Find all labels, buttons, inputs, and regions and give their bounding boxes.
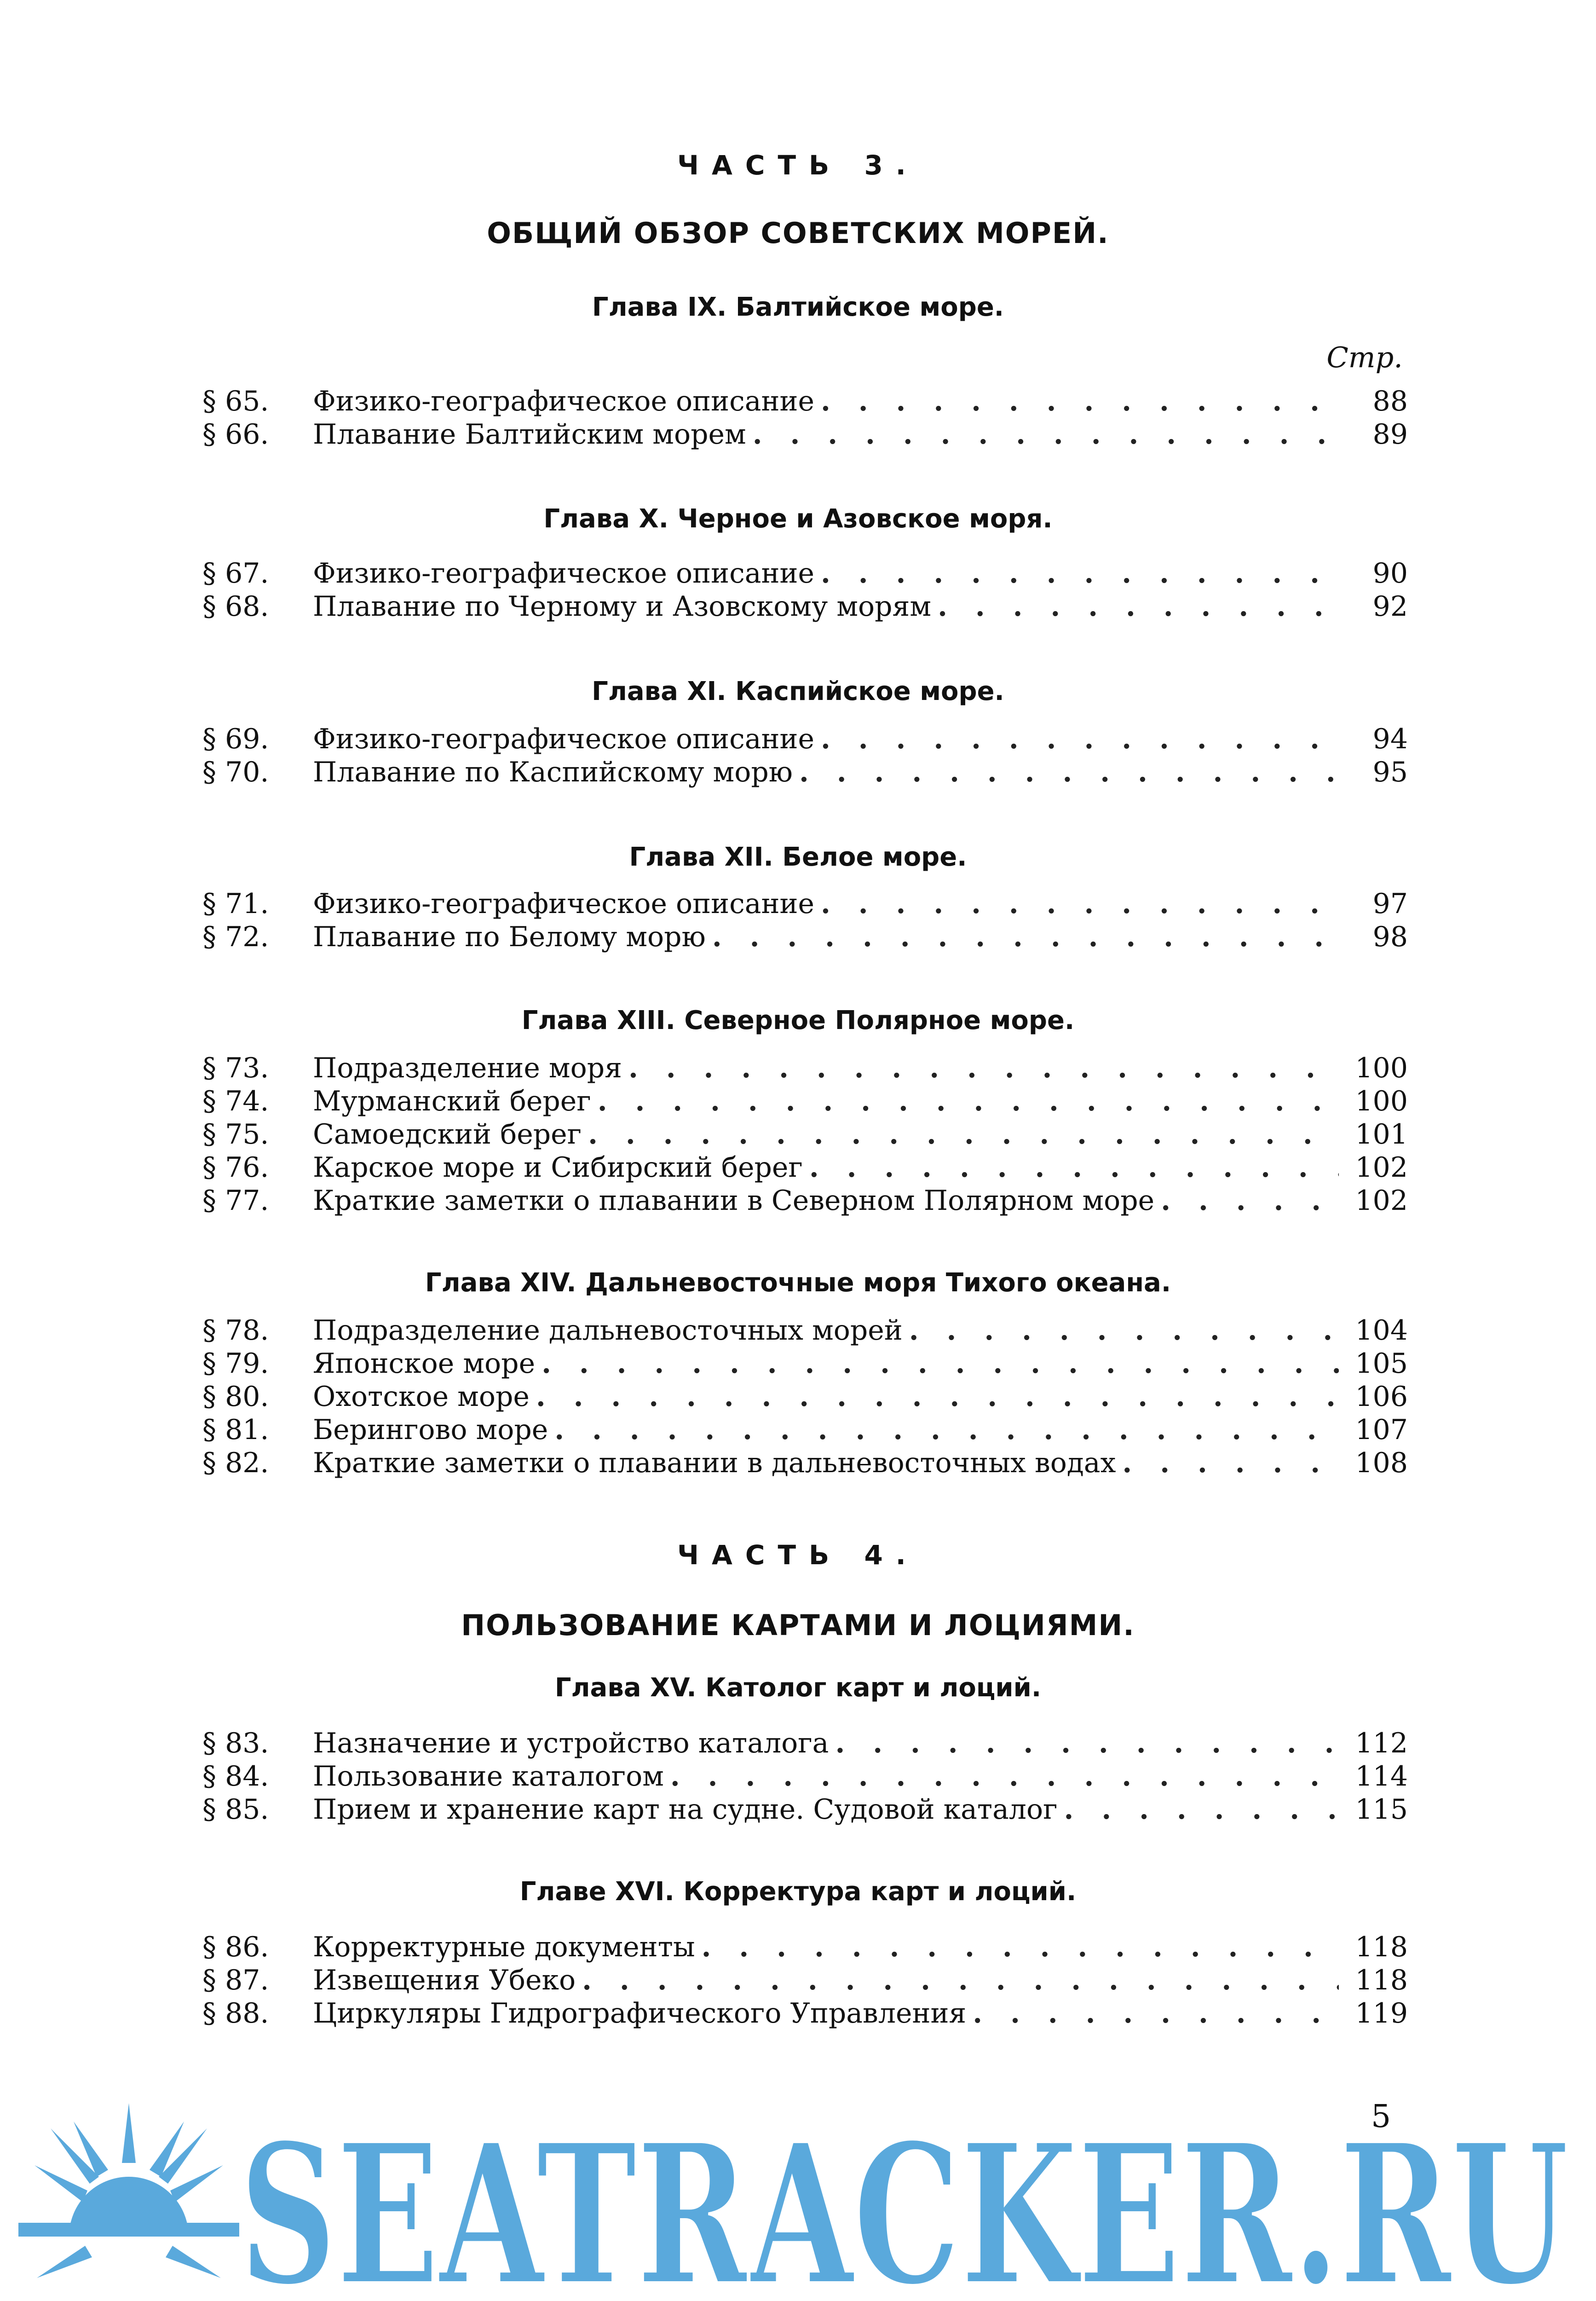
toc-entry bbox=[202, 1760, 1408, 1793]
dot-leader bbox=[799, 756, 1339, 789]
page-ref: 98 bbox=[1372, 921, 1408, 953]
section-number: § 88. bbox=[202, 1997, 269, 2029]
section-number: § 66. bbox=[202, 418, 269, 451]
toc-entry bbox=[202, 1052, 1408, 1085]
chapter-heading: Глава XV. Католог карт и лоций. bbox=[554, 1673, 1042, 1703]
toc-list bbox=[202, 557, 1408, 623]
page-ref: 102 bbox=[1355, 1151, 1408, 1184]
section-title: Физико-географическое описание bbox=[313, 557, 814, 590]
section-title: Назначение и устройство каталога bbox=[313, 1727, 829, 1759]
chapter-heading: Глава XI. Каспийское море. bbox=[592, 676, 1004, 706]
dot-leader bbox=[938, 590, 1339, 623]
page-ref: 104 bbox=[1355, 1314, 1408, 1347]
section-title: Пользование каталогом bbox=[313, 1760, 664, 1792]
chapter-heading: Глава XIV. Дальневосточные моря Тихого океана. bbox=[425, 1268, 1171, 1298]
dot-leader bbox=[1122, 1446, 1339, 1480]
sun-logo-icon bbox=[9, 2085, 248, 2301]
toc-entry bbox=[202, 1931, 1408, 1964]
section-title: Извещения Убеко bbox=[313, 1964, 576, 1996]
section-title: Карское море и Сибирский берег bbox=[313, 1151, 803, 1184]
toc-entry bbox=[202, 1347, 1408, 1380]
page-ref: 94 bbox=[1372, 723, 1408, 755]
dot-leader bbox=[598, 1085, 1339, 1118]
toc-entry bbox=[202, 1964, 1408, 1997]
section-number: § 70. bbox=[202, 756, 269, 788]
page-ref: 118 bbox=[1355, 1931, 1408, 1963]
section-number: § 71. bbox=[202, 888, 269, 920]
toc-list bbox=[202, 1931, 1408, 2030]
dot-leader bbox=[821, 887, 1339, 920]
section-title: Мурманский берег bbox=[313, 1085, 591, 1117]
dot-leader bbox=[628, 1052, 1339, 1085]
dot-leader bbox=[536, 1380, 1339, 1413]
part-4-title: ЧАСТЬ 4. bbox=[677, 1539, 919, 1571]
toc-entry bbox=[202, 1793, 1408, 1826]
dot-leader bbox=[670, 1760, 1339, 1793]
section-title: Физико-географическое описание bbox=[313, 888, 814, 920]
toc-entry bbox=[202, 1380, 1408, 1413]
section-number: § 77. bbox=[202, 1185, 269, 1217]
page-ref: 89 bbox=[1372, 418, 1408, 451]
page-ref: 118 bbox=[1355, 1964, 1408, 1996]
section-title: Охотское море bbox=[313, 1381, 530, 1413]
page-number: 5 bbox=[1371, 2099, 1391, 2135]
dot-leader bbox=[542, 1347, 1339, 1380]
dot-leader bbox=[809, 1151, 1339, 1184]
section-number: § 76. bbox=[202, 1151, 269, 1184]
sun-disc bbox=[69, 2177, 189, 2237]
section-title: Физико-географическое описание bbox=[313, 723, 814, 755]
page-ref: 88 bbox=[1372, 385, 1408, 417]
part-4-subtitle: ПОЛЬЗОВАНИЕ КАРТАМИ И ЛОЦИЯМИ. bbox=[461, 1608, 1135, 1642]
section-title: Физико-географическое описание bbox=[313, 385, 814, 417]
section-title: Японское море bbox=[313, 1347, 536, 1380]
section-number: § 65. bbox=[202, 385, 269, 417]
dot-leader bbox=[1161, 1184, 1339, 1217]
section-title: Плавание по Черному и Азовскому морям bbox=[313, 590, 932, 623]
page-ref: 107 bbox=[1355, 1414, 1408, 1446]
dot-leader bbox=[909, 1314, 1339, 1347]
section-number: § 84. bbox=[202, 1760, 269, 1792]
toc-list bbox=[202, 887, 1408, 954]
section-number: § 73. bbox=[202, 1052, 269, 1084]
toc-entry bbox=[202, 1184, 1408, 1217]
toc-entry bbox=[202, 1727, 1408, 1760]
toc-list bbox=[202, 1314, 1408, 1480]
toc-entry bbox=[202, 557, 1408, 590]
page-ref: 101 bbox=[1355, 1118, 1408, 1150]
page-ref: 114 bbox=[1355, 1760, 1408, 1792]
toc-entry bbox=[202, 590, 1408, 623]
section-number: § 79. bbox=[202, 1347, 269, 1380]
section-title: Берингово море bbox=[313, 1414, 548, 1446]
section-number: § 80. bbox=[202, 1381, 269, 1413]
dot-leader bbox=[973, 1997, 1339, 2030]
chapter-heading: Главе XVI. Корректура карт и лоций. bbox=[519, 1877, 1077, 1907]
section-number: § 72. bbox=[202, 921, 269, 953]
section-number: § 69. bbox=[202, 723, 269, 755]
page-ref: 97 bbox=[1372, 888, 1408, 920]
dot-leader bbox=[588, 1118, 1339, 1151]
toc-entry bbox=[202, 1446, 1408, 1480]
page-ref: 90 bbox=[1372, 557, 1408, 590]
toc-entry bbox=[202, 385, 1408, 418]
part-3-title: ЧАСТЬ 3. bbox=[677, 150, 919, 181]
section-number: § 78. bbox=[202, 1314, 269, 1347]
watermark-logo bbox=[239, 2108, 1573, 2301]
toc-entry bbox=[202, 1118, 1408, 1151]
section-number: § 82. bbox=[202, 1447, 269, 1479]
chapter-heading: Глава XII. Белое море. bbox=[629, 842, 967, 872]
section-number: § 85. bbox=[202, 1793, 269, 1826]
section-number: § 75. bbox=[202, 1118, 269, 1150]
dot-leader bbox=[1064, 1793, 1339, 1826]
page-ref: 119 bbox=[1355, 1997, 1408, 2029]
toc-entry bbox=[202, 887, 1408, 920]
section-title: Краткие заметки о плавании в дальневосточных водах bbox=[313, 1447, 1116, 1479]
section-title: Плавание по Каспийскому морю bbox=[313, 756, 793, 788]
page-ref: 100 bbox=[1355, 1052, 1408, 1084]
toc-entry bbox=[202, 1085, 1408, 1118]
dot-leader bbox=[554, 1413, 1339, 1446]
chapter-heading: Глава XIII. Северное Полярное море. bbox=[521, 1006, 1075, 1035]
page-ref: 95 bbox=[1372, 756, 1408, 788]
dot-leader bbox=[821, 557, 1339, 590]
toc-list bbox=[202, 1727, 1408, 1826]
dot-leader bbox=[835, 1727, 1339, 1760]
section-number: § 87. bbox=[202, 1964, 269, 1996]
watermark-text: SEATRACKER.RU bbox=[239, 2108, 1569, 2301]
section-title: Корректурные документы bbox=[313, 1931, 695, 1963]
toc-entry bbox=[202, 1314, 1408, 1347]
toc-entry bbox=[202, 756, 1408, 789]
chapter-heading: Глава X. Черное и Азовское моря. bbox=[543, 504, 1053, 534]
part-3-subtitle: ОБЩИЙ ОБЗОР СОВЕТСКИХ МОРЕЙ. bbox=[487, 216, 1109, 250]
toc-entry bbox=[202, 1997, 1408, 2030]
section-number: § 81. bbox=[202, 1414, 269, 1446]
dot-leader bbox=[821, 385, 1339, 418]
dot-leader bbox=[702, 1931, 1339, 1964]
section-title: Краткие заметки о плавании в Северном Полярном море bbox=[313, 1185, 1155, 1217]
dot-leader bbox=[753, 418, 1339, 451]
section-title: Циркуляры Гидрографического Управления bbox=[313, 1997, 967, 2029]
toc-entry bbox=[202, 418, 1408, 451]
section-number: § 86. bbox=[202, 1931, 269, 1963]
section-title: Самоедский берег bbox=[313, 1118, 582, 1150]
page-ref: 102 bbox=[1355, 1185, 1408, 1217]
section-number: § 67. bbox=[202, 557, 269, 590]
toc-list bbox=[202, 385, 1408, 451]
section-title: Подразделение моря bbox=[313, 1052, 622, 1084]
toc-entry bbox=[202, 920, 1408, 954]
page-ref: 112 bbox=[1355, 1727, 1408, 1759]
section-title: Подразделение дальневосточных морей bbox=[313, 1314, 903, 1347]
chapter-heading: Глава IX. Балтийское море. bbox=[592, 292, 1004, 322]
section-title: Прием и хранение карт на судне. Судовой каталог bbox=[313, 1793, 1058, 1826]
page-column-label: Стр. bbox=[1326, 341, 1403, 374]
section-title: Плавание Балтийским морем bbox=[313, 418, 746, 451]
toc-list bbox=[202, 723, 1408, 789]
section-number: § 68. bbox=[202, 590, 269, 623]
section-number: § 74. bbox=[202, 1085, 269, 1117]
section-title: Плавание по Белому морю bbox=[313, 921, 706, 953]
page-ref: 100 bbox=[1355, 1085, 1408, 1117]
toc-list bbox=[202, 1052, 1408, 1217]
toc-entry bbox=[202, 1413, 1408, 1446]
toc-entry bbox=[202, 1151, 1408, 1184]
page-ref: 108 bbox=[1355, 1447, 1408, 1479]
page-ref: 92 bbox=[1372, 590, 1408, 623]
toc-entry bbox=[202, 723, 1408, 756]
dot-leader bbox=[712, 920, 1339, 954]
dot-leader bbox=[582, 1964, 1339, 1997]
page-ref: 105 bbox=[1355, 1347, 1408, 1380]
dot-leader bbox=[821, 723, 1339, 756]
page-ref: 115 bbox=[1355, 1793, 1408, 1826]
section-number: § 83. bbox=[202, 1727, 269, 1759]
page-ref: 106 bbox=[1355, 1381, 1408, 1413]
